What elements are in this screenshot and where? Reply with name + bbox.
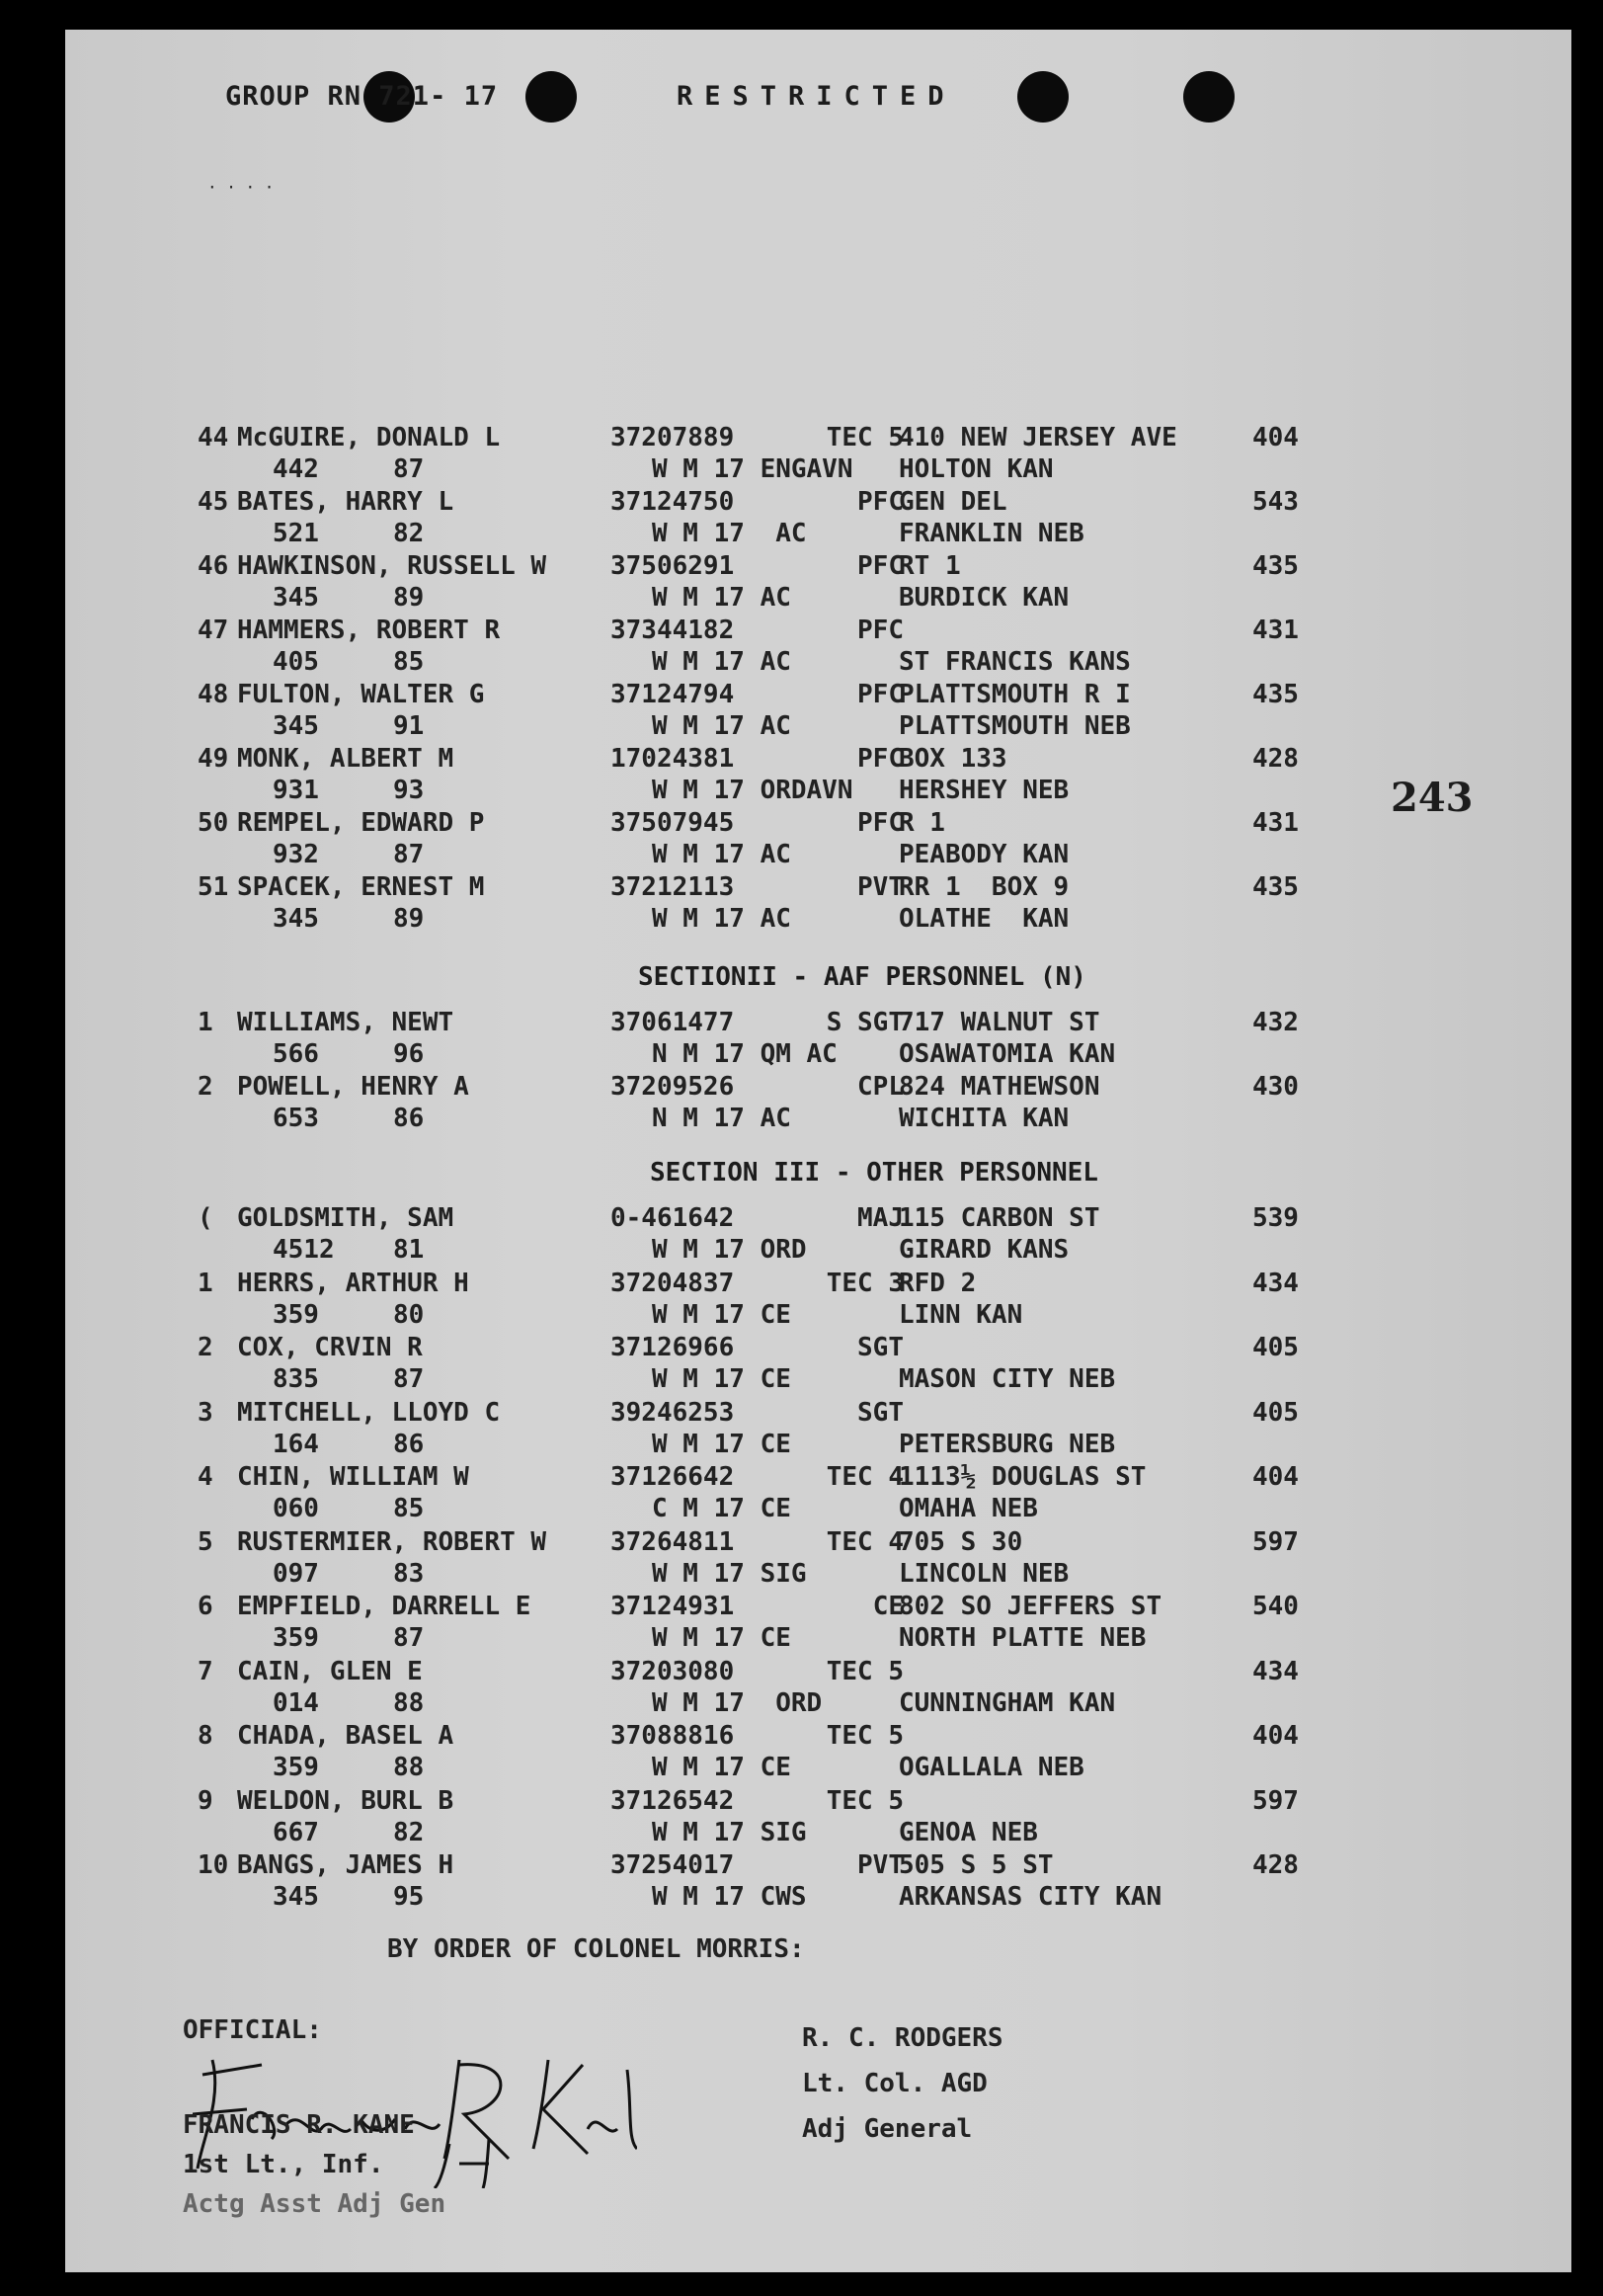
official-label: OFFICIAL: <box>183 2015 322 2045</box>
entry-rank: TEC 5 <box>826 423 904 452</box>
entry-serial: 0-461642 <box>610 1203 735 1233</box>
entry-addr2: PEABODY KAN <box>899 840 1070 869</box>
order-line: BY ORDER OF COLONEL MORRIS: <box>387 1934 805 1964</box>
entry-addr1: 705 S 30 <box>899 1526 1023 1557</box>
entry-addr2: PLATTSMOUTH NEB <box>899 711 1131 741</box>
entry-name: POWELL, HENRY A <box>237 1072 469 1102</box>
entry-addr1: PLATTSMOUTH R I <box>899 680 1131 709</box>
entry-code: 060 <box>273 1494 319 1523</box>
entry-num: 47 <box>198 615 229 645</box>
entry-score: 82 <box>393 519 425 548</box>
entry-code2: 431 <box>1252 808 1299 838</box>
entry-cls: W M 17 AC <box>652 711 791 741</box>
entry-score: 93 <box>393 776 425 805</box>
document-sheet <box>65 30 1571 2272</box>
stray-marks: · · · · <box>207 178 275 197</box>
roster-entry <box>0 1008 1299 1071</box>
entry-code: 931 <box>273 776 319 805</box>
entry-code2: 405 <box>1252 1397 1299 1428</box>
entry-num: 4 <box>198 1462 213 1492</box>
roster-entry <box>0 1526 1299 1591</box>
entry-code2: 404 <box>1252 1462 1299 1492</box>
entry-code: 932 <box>273 840 319 869</box>
entry-score: 82 <box>393 1817 425 1847</box>
entry-score: 85 <box>393 647 425 677</box>
entry-rank: PVT <box>857 872 904 902</box>
entry-addr2: OLATHE KAN <box>899 904 1070 934</box>
entry-num: 45 <box>198 487 229 517</box>
entry-cls: C M 17 CE <box>652 1494 791 1523</box>
entry-name: EMPFIELD, DARRELL E <box>237 1592 531 1621</box>
entry-rank: TEC 4 <box>826 1462 904 1492</box>
entry-addr1: 802 SO JEFFERS ST <box>899 1592 1162 1621</box>
entry-name: GOLDSMITH, SAM <box>237 1203 454 1233</box>
entry-rank: TEC 5 <box>826 1785 904 1816</box>
entry-code2: 431 <box>1252 615 1299 645</box>
entry-serial: 37124931 <box>610 1592 735 1621</box>
entry-name: COX, CRVIN R <box>237 1333 423 1362</box>
signer-name: FRANCIS R. KANE <box>183 2110 415 2140</box>
entry-cls: W M 17 SIG <box>652 1817 807 1847</box>
entry-cls: W M 17 CE <box>652 1623 791 1653</box>
entry-rank: PFC <box>857 808 904 838</box>
entry-score: 87 <box>393 454 425 484</box>
punch-hole <box>525 71 577 123</box>
entry-name: McGUIRE, DONALD L <box>237 423 501 452</box>
entry-code2: 543 <box>1252 487 1299 517</box>
entry-code: 097 <box>273 1558 319 1589</box>
entry-score: 88 <box>393 1753 425 1782</box>
group-header: GROUP RN 721- 17 <box>225 81 499 112</box>
classification-header: RESTRICTED <box>677 81 956 112</box>
entry-addr2: BURDICK KAN <box>899 583 1070 613</box>
entry-code: 442 <box>273 454 319 484</box>
roster-entry <box>0 423 1299 486</box>
entry-code2: 432 <box>1252 1008 1299 1037</box>
entry-code: 359 <box>273 1753 319 1782</box>
roster-entry <box>0 744 1299 807</box>
entry-serial: 37207889 <box>610 423 735 452</box>
entry-cls: W M 17 AC <box>652 904 791 934</box>
entry-addr1: 410 NEW JERSEY AVE <box>899 423 1177 452</box>
entry-addr1: 115 CARBON ST <box>899 1203 1100 1233</box>
entry-name: REMPEL, EDWARD P <box>237 808 485 838</box>
entry-cls: W M 17 ENGAVN <box>652 454 853 484</box>
signer-title: Actg Asst Adj Gen <box>183 2189 446 2219</box>
entry-name: FULTON, WALTER G <box>237 680 485 709</box>
entry-rank: CE <box>872 1592 904 1621</box>
entry-cls: N M 17 QM AC <box>652 1039 838 1069</box>
entry-code2: 435 <box>1252 680 1299 709</box>
entry-name: CHIN, WILLIAM W <box>237 1462 469 1492</box>
entry-code2: 428 <box>1252 1850 1299 1880</box>
entry-rank: CPL <box>857 1072 904 1102</box>
entry-addr1: GEN DEL <box>899 487 1007 517</box>
entry-score: 88 <box>393 1687 425 1718</box>
entry-addr1: BOX 133 <box>899 744 1007 774</box>
section-title-2: SECTIONII - AAF PERSONNEL (N) <box>638 962 1086 992</box>
entry-serial: 37203080 <box>610 1656 735 1686</box>
entry-serial: 37506291 <box>610 551 735 581</box>
entry-name: BANGS, JAMES H <box>237 1850 454 1880</box>
entry-rank: PFC <box>857 551 904 581</box>
entry-name: BATES, HARRY L <box>237 487 454 517</box>
entry-code: 359 <box>273 1299 319 1330</box>
roster-entry <box>0 1462 1299 1525</box>
entry-addr2: OMAHA NEB <box>899 1494 1038 1523</box>
entry-rank: TEC 3 <box>826 1268 904 1298</box>
entry-code: 164 <box>273 1429 319 1459</box>
entry-addr2: ARKANSAS CITY KAN <box>899 1882 1162 1912</box>
entry-addr2: FRANKLIN NEB <box>899 519 1084 548</box>
entry-num: 10 <box>198 1850 229 1880</box>
entry-rank: SGT <box>857 1397 904 1428</box>
entry-code: 667 <box>273 1817 319 1847</box>
entry-code2: 405 <box>1252 1333 1299 1362</box>
entry-serial: 37344182 <box>610 615 735 645</box>
entry-code2: 597 <box>1252 1785 1299 1816</box>
entry-addr2: ST FRANCIS KANS <box>899 647 1131 677</box>
entry-score: 80 <box>393 1299 425 1330</box>
entry-cls: W M 17 ORDAVN <box>652 776 853 805</box>
entry-addr2: HOLTON KAN <box>899 454 1054 484</box>
entry-serial: 37204837 <box>610 1268 735 1298</box>
punch-hole <box>1017 71 1069 123</box>
entry-serial: 37124750 <box>610 487 735 517</box>
entry-score: 86 <box>393 1104 425 1133</box>
roster-entry <box>0 1397 1299 1461</box>
roster-entry <box>0 1592 1299 1655</box>
entry-cls: N M 17 AC <box>652 1104 791 1133</box>
entry-num: 51 <box>198 872 229 902</box>
entry-addr1: R 1 <box>899 808 945 838</box>
entry-rank: PFC <box>857 680 904 709</box>
entry-serial: 39246253 <box>610 1397 735 1428</box>
entry-serial: 37209526 <box>610 1072 735 1102</box>
entry-addr2: LINCOLN NEB <box>899 1558 1070 1589</box>
entry-code: 835 <box>273 1364 319 1394</box>
entry-rank: TEC 5 <box>826 1656 904 1686</box>
roster-entry <box>0 1333 1299 1396</box>
entry-rank: PFC <box>857 744 904 774</box>
entry-score: 87 <box>393 840 425 869</box>
entry-cls: W M 17 AC <box>652 583 791 613</box>
entry-serial: 37126542 <box>610 1785 735 1816</box>
entry-score: 89 <box>393 904 425 934</box>
entry-addr1: 717 WALNUT ST <box>899 1008 1100 1037</box>
entry-code: 359 <box>273 1623 319 1653</box>
entry-code2: 404 <box>1252 1721 1299 1751</box>
entry-code: 345 <box>273 583 319 613</box>
entry-addr2: GIRARD KANS <box>899 1235 1070 1265</box>
entry-code2: 428 <box>1252 744 1299 774</box>
entry-addr2: LINN KAN <box>899 1299 1023 1330</box>
entry-serial: 37061477 <box>610 1008 735 1037</box>
entry-code: 014 <box>273 1687 319 1718</box>
entry-addr1: 1113½ DOUGLAS ST <box>899 1462 1147 1492</box>
entry-addr2: CUNNINGHAM KAN <box>899 1687 1116 1718</box>
entry-code2: 435 <box>1252 551 1299 581</box>
entry-cls: W M 17 AC <box>652 840 791 869</box>
entry-score: 87 <box>393 1623 425 1653</box>
entry-addr2: WICHITA KAN <box>899 1104 1070 1133</box>
entry-addr1: RR 1 BOX 9 <box>899 872 1070 902</box>
entry-name: MITCHELL, LLOYD C <box>237 1397 501 1428</box>
entry-num: 8 <box>198 1721 213 1751</box>
entry-cls: W M 17 SIG <box>652 1558 807 1589</box>
entry-num: 1 <box>198 1008 213 1037</box>
entry-serial: 37088816 <box>610 1721 735 1751</box>
entry-addr2: OSAWATOMIA KAN <box>899 1039 1116 1069</box>
entry-score: 89 <box>393 583 425 613</box>
entry-score: 85 <box>393 1494 425 1523</box>
entry-code: 653 <box>273 1104 319 1133</box>
entry-name: WELDON, BURL B <box>237 1785 454 1816</box>
entry-rank: TEC 5 <box>826 1721 904 1751</box>
roster-entry <box>0 1721 1299 1784</box>
entry-addr2: OGALLALA NEB <box>899 1753 1084 1782</box>
entry-score: 91 <box>393 711 425 741</box>
entry-rank: TEC 4 <box>826 1526 904 1557</box>
entry-cls: W M 17 AC <box>652 519 807 548</box>
roster-entry <box>0 1850 1299 1914</box>
entry-rank: S SGT <box>826 1008 904 1037</box>
entry-score: 86 <box>393 1429 425 1459</box>
authority-rank: Lt. Col. AGD <box>802 2069 988 2098</box>
entry-num: 46 <box>198 551 229 581</box>
authority-title: Adj General <box>802 2114 973 2144</box>
signer-rank: 1st Lt., Inf. <box>183 2150 384 2179</box>
page-number: 243 <box>1391 775 1474 821</box>
entry-num: 2 <box>198 1333 213 1362</box>
entry-code2: 435 <box>1252 872 1299 902</box>
entry-cls: W M 17 CE <box>652 1429 791 1459</box>
entry-num: 9 <box>198 1785 213 1816</box>
entry-rank: PFC <box>857 615 904 645</box>
entry-name: CHADA, BASEL A <box>237 1721 454 1751</box>
entry-code: 4512 <box>273 1235 335 1265</box>
entry-addr1: 824 MATHEWSON <box>899 1072 1100 1102</box>
entry-num: 50 <box>198 808 229 838</box>
entry-serial: 37264811 <box>610 1526 735 1557</box>
entry-cls: W M 17 CWS <box>652 1882 807 1912</box>
entry-name: WILLIAMS, NEWT <box>237 1008 454 1037</box>
entry-name: SPACEK, ERNEST M <box>237 872 485 902</box>
entry-serial: 37507945 <box>610 808 735 838</box>
entry-num: 48 <box>198 680 229 709</box>
entry-addr2: HERSHEY NEB <box>899 776 1070 805</box>
roster-entry <box>0 1072 1299 1135</box>
entry-serial: 37254017 <box>610 1850 735 1880</box>
roster-entry <box>0 1203 1299 1267</box>
entry-num: 1 <box>198 1268 213 1298</box>
entry-code: 345 <box>273 1882 319 1912</box>
entry-code2: 434 <box>1252 1656 1299 1686</box>
entry-code: 521 <box>273 519 319 548</box>
entry-serial: 37212113 <box>610 872 735 902</box>
roster-entry <box>0 1268 1299 1332</box>
entry-addr1: 505 S 5 ST <box>899 1850 1054 1880</box>
punch-hole <box>1183 71 1235 123</box>
entry-num: 49 <box>198 744 229 774</box>
entry-code: 345 <box>273 904 319 934</box>
entry-addr2: NORTH PLATTE NEB <box>899 1623 1147 1653</box>
authority-name: R. C. RODGERS <box>802 2023 1003 2053</box>
entry-num: 6 <box>198 1592 213 1621</box>
entry-score: 87 <box>393 1364 425 1394</box>
roster-entry <box>0 551 1299 615</box>
entry-addr1: RFD 2 <box>899 1268 977 1298</box>
entry-code2: 430 <box>1252 1072 1299 1102</box>
entry-addr2: PETERSBURG NEB <box>899 1429 1116 1459</box>
entry-num: 2 <box>198 1072 213 1102</box>
entry-code: 405 <box>273 647 319 677</box>
entry-cls: W M 17 AC <box>652 647 791 677</box>
entry-addr2: GENOA NEB <box>899 1817 1038 1847</box>
entry-serial: 37126642 <box>610 1462 735 1492</box>
roster-entry <box>0 1656 1299 1720</box>
entry-rank: PVT <box>857 1850 904 1880</box>
entry-rank: PFC <box>857 487 904 517</box>
roster-entry <box>0 487 1299 550</box>
entry-cls: W M 17 ORD <box>652 1687 823 1718</box>
roster-entry <box>0 808 1299 871</box>
entry-cls: W M 17 CE <box>652 1299 791 1330</box>
entry-score: 83 <box>393 1558 425 1589</box>
entry-code2: 597 <box>1252 1526 1299 1557</box>
entry-name: HAMMERS, ROBERT R <box>237 615 501 645</box>
entry-num: 5 <box>198 1526 213 1557</box>
entry-rank: SGT <box>857 1333 904 1362</box>
entry-num: ( <box>198 1203 213 1233</box>
entry-code2: 540 <box>1252 1592 1299 1621</box>
entry-code2: 539 <box>1252 1203 1299 1233</box>
roster-entry <box>0 615 1299 679</box>
entry-num: 44 <box>198 423 229 452</box>
entry-code2: 404 <box>1252 423 1299 452</box>
entry-serial: 17024381 <box>610 744 735 774</box>
entry-name: MONK, ALBERT M <box>237 744 454 774</box>
entry-score: 81 <box>393 1235 425 1265</box>
section-title-3: SECTION III - OTHER PERSONNEL <box>650 1158 1098 1188</box>
entry-addr2: MASON CITY NEB <box>899 1364 1116 1394</box>
entry-num: 3 <box>198 1397 213 1428</box>
entry-name: CAIN, GLEN E <box>237 1656 423 1686</box>
entry-serial: 37126966 <box>610 1333 735 1362</box>
entry-cls: W M 17 CE <box>652 1753 791 1782</box>
entry-code: 566 <box>273 1039 319 1069</box>
entry-cls: W M 17 CE <box>652 1364 791 1394</box>
roster-entry <box>0 680 1299 743</box>
entry-code2: 434 <box>1252 1268 1299 1298</box>
entry-addr1: RT 1 <box>899 551 961 581</box>
entry-cls: W M 17 ORD <box>652 1235 807 1265</box>
entry-name: HERRS, ARTHUR H <box>237 1268 469 1298</box>
roster-entry <box>0 872 1299 936</box>
entry-rank: MAJ <box>857 1203 904 1233</box>
entry-score: 96 <box>393 1039 425 1069</box>
entry-score: 95 <box>393 1882 425 1912</box>
entry-code: 345 <box>273 711 319 741</box>
entry-num: 7 <box>198 1656 213 1686</box>
entry-name: RUSTERMIER, ROBERT W <box>237 1526 547 1557</box>
entry-serial: 37124794 <box>610 680 735 709</box>
roster-entry <box>0 1785 1299 1849</box>
entry-name: HAWKINSON, RUSSELL W <box>237 551 547 581</box>
